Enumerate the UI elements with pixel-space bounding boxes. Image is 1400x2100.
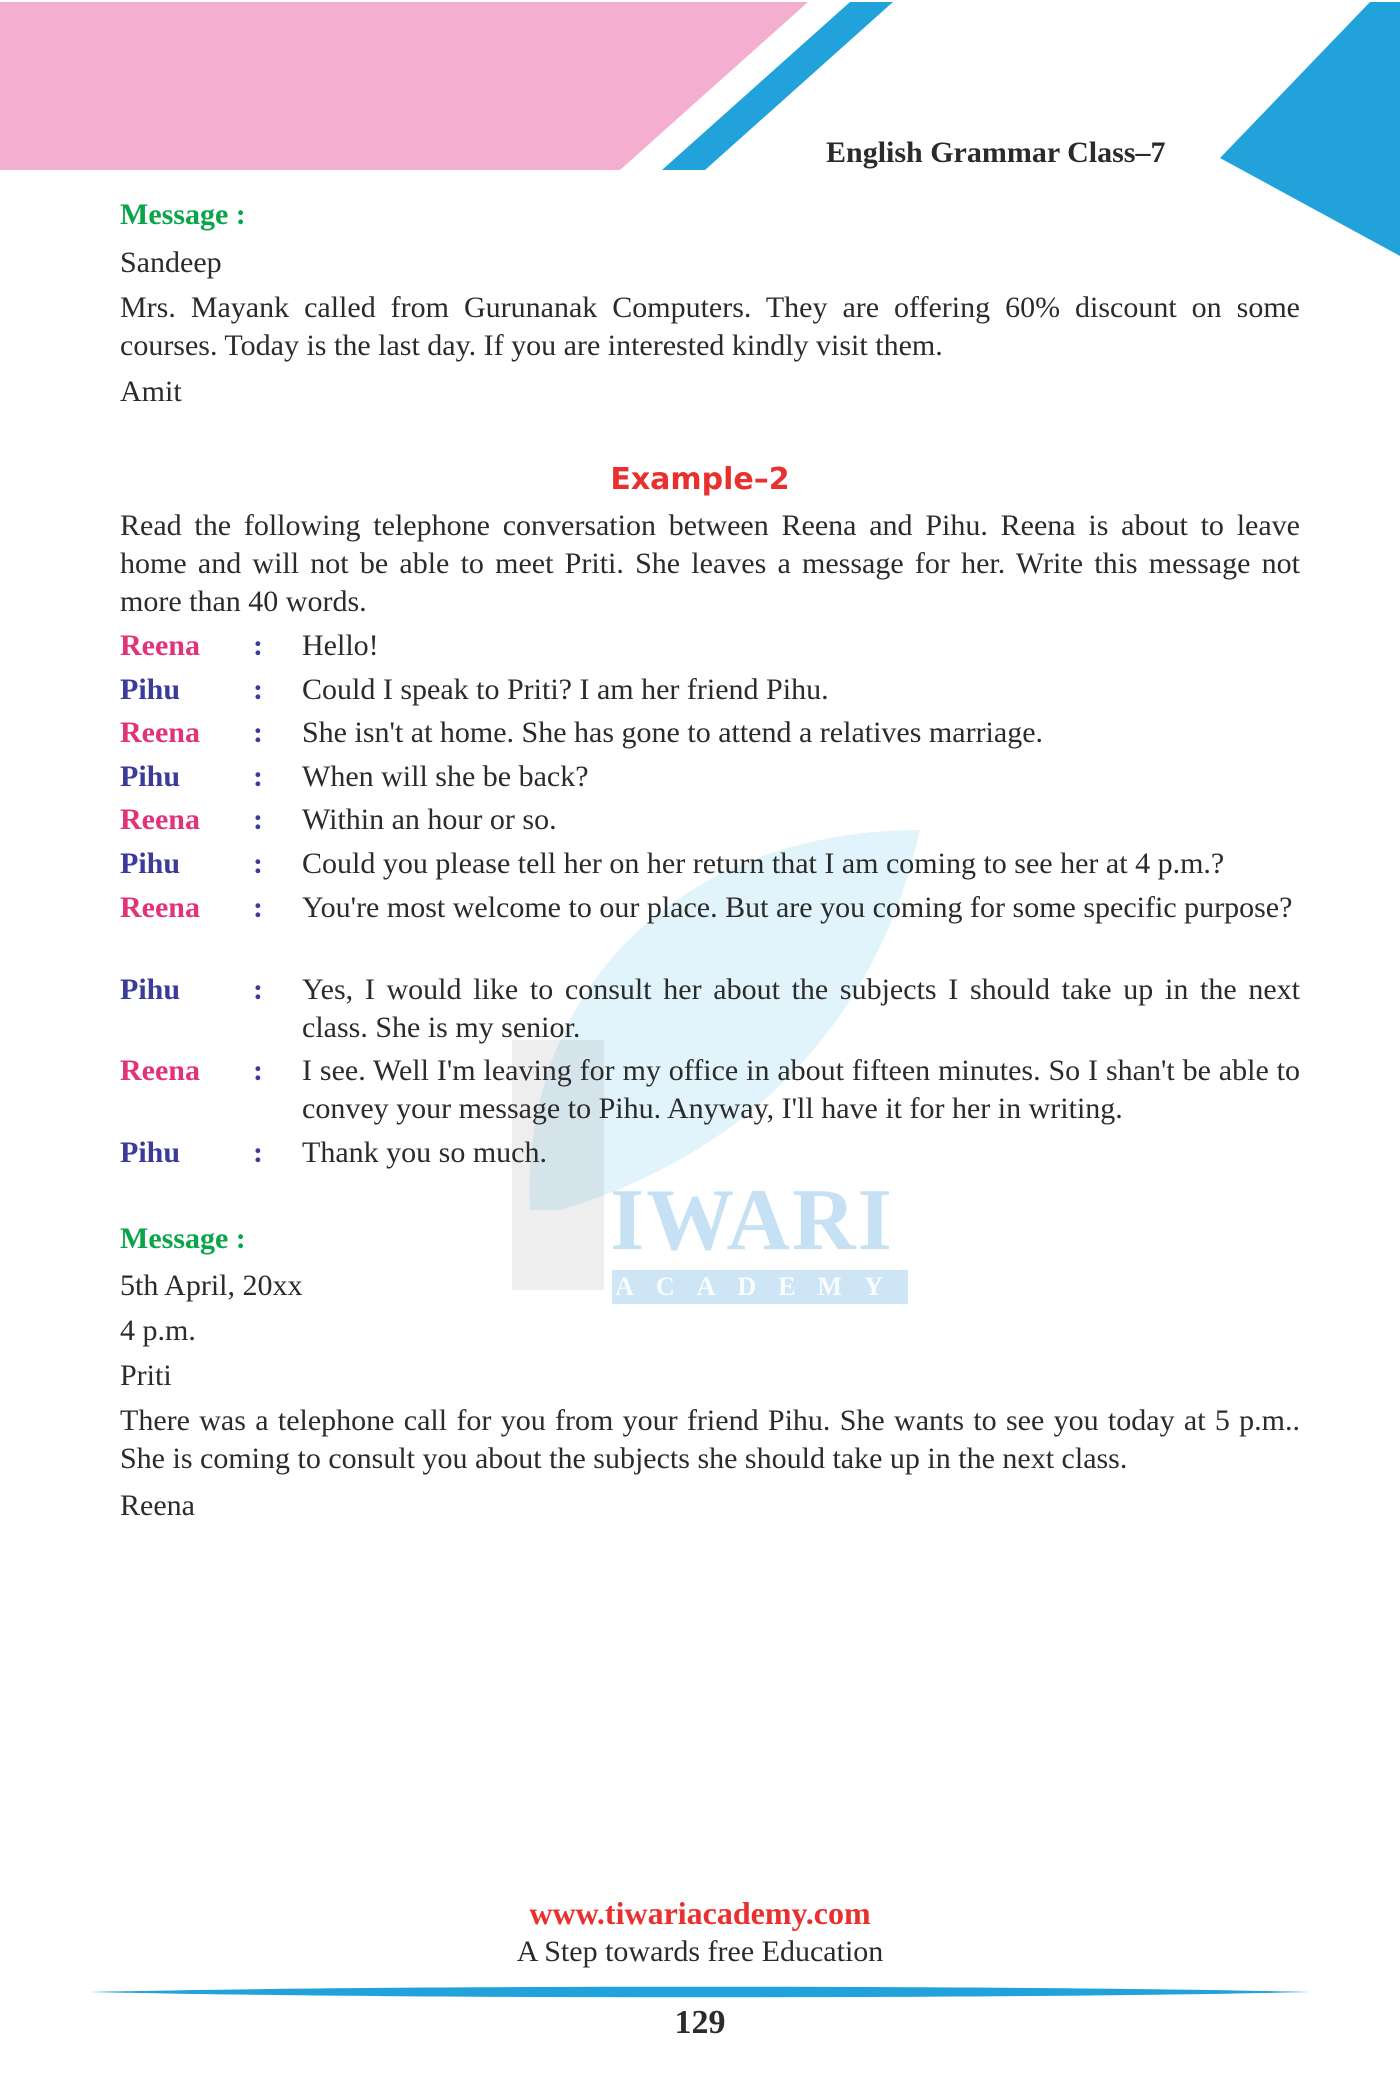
book-title: English Grammar Class–7 [826, 136, 1166, 169]
footer-divider [90, 1984, 1310, 2000]
dialogue-line: Yes, I would like to consult her about the subjects I should take up in the next class. She is my senior. [302, 973, 1300, 1044]
speaker: Reena [120, 629, 200, 662]
message-sender: Amit [120, 375, 182, 408]
message-label: Message : [120, 198, 246, 231]
dialogue-line: Could you please tell her on her return that I am coming to see her at 4 p.m.? [302, 847, 1225, 880]
footer-website-link[interactable]: www.tiwariacademy.com [529, 1895, 871, 1931]
colon: : [253, 891, 263, 924]
example-heading: Example–2 [610, 462, 790, 497]
speaker: Reena [120, 891, 200, 924]
dialogue-line: She isn't at home. She has gone to attend a relatives marriage. [302, 716, 1044, 749]
dialogue-line: Within an hour or so. [302, 803, 557, 836]
pink-banner [0, 2, 808, 170]
dialogue-line: When will she be back? [302, 760, 589, 793]
message-time: 4 p.m. [120, 1314, 196, 1347]
speaker: Reena [120, 803, 200, 836]
speaker: Pihu [120, 673, 181, 706]
message-date: 5th April, 20xx [120, 1269, 303, 1302]
speaker: Reena [120, 1054, 200, 1087]
message-recipient: Priti [120, 1359, 172, 1392]
colon: : [253, 847, 263, 880]
watermark-subtext: ACADEMY [612, 1270, 908, 1304]
dialogue-line: I see. Well I'm leaving for my office in about fifteen minutes. So I shan't be able to convey your message to Pihu. Anyway, I'll have it for her in writing. [302, 1054, 1300, 1125]
colon: : [253, 1054, 263, 1087]
dialogue-line: You're most welcome to our place. But are you coming for some specific purpose? [302, 891, 1293, 924]
message-recipient: Sandeep [120, 246, 222, 279]
dialogue-line: Hello! [302, 629, 379, 662]
speaker: Pihu [120, 1136, 181, 1169]
watermark-text: IWARI [610, 1172, 894, 1269]
speaker: Pihu [120, 760, 181, 793]
answer-message-label: Message : [120, 1222, 246, 1255]
colon: : [253, 673, 263, 706]
colon: : [253, 629, 263, 662]
dialogue-line: Thank you so much. [302, 1136, 547, 1169]
speaker: Pihu [120, 847, 181, 880]
example-instruction: Read the following telephone conversation between Reena and Pihu. Reena is about to leave home and will not be able to meet Priti. She leaves a message for her. Write this message not more than 40 words. [120, 509, 1300, 618]
speaker: Reena [120, 716, 200, 749]
colon: : [253, 716, 263, 749]
footer-tagline: A Step towards free Education [516, 1935, 884, 1968]
colon: : [253, 1136, 263, 1169]
speaker: Pihu [120, 973, 181, 1006]
message-body: Mrs. Mayank called from Gurunanak Computers. They are offering 60% discount on some courses. Today is the last day. If you are interested kindly visit them. [120, 291, 1300, 362]
blue-corner-triangle [1220, 2, 1400, 256]
page-number: 129 [674, 2004, 726, 2041]
dialogue-line: Could I speak to Priti? I am her friend Pihu. [302, 673, 829, 706]
colon: : [253, 760, 263, 793]
message-body: There was a telephone call for you from your friend Pihu. She wants to see you today at 5 p.m.. She is coming to consult you about the subjects she should take up in the next class. [120, 1404, 1300, 1475]
message-sender: Reena [120, 1489, 195, 1522]
colon: : [253, 973, 263, 1006]
colon: : [253, 803, 263, 836]
